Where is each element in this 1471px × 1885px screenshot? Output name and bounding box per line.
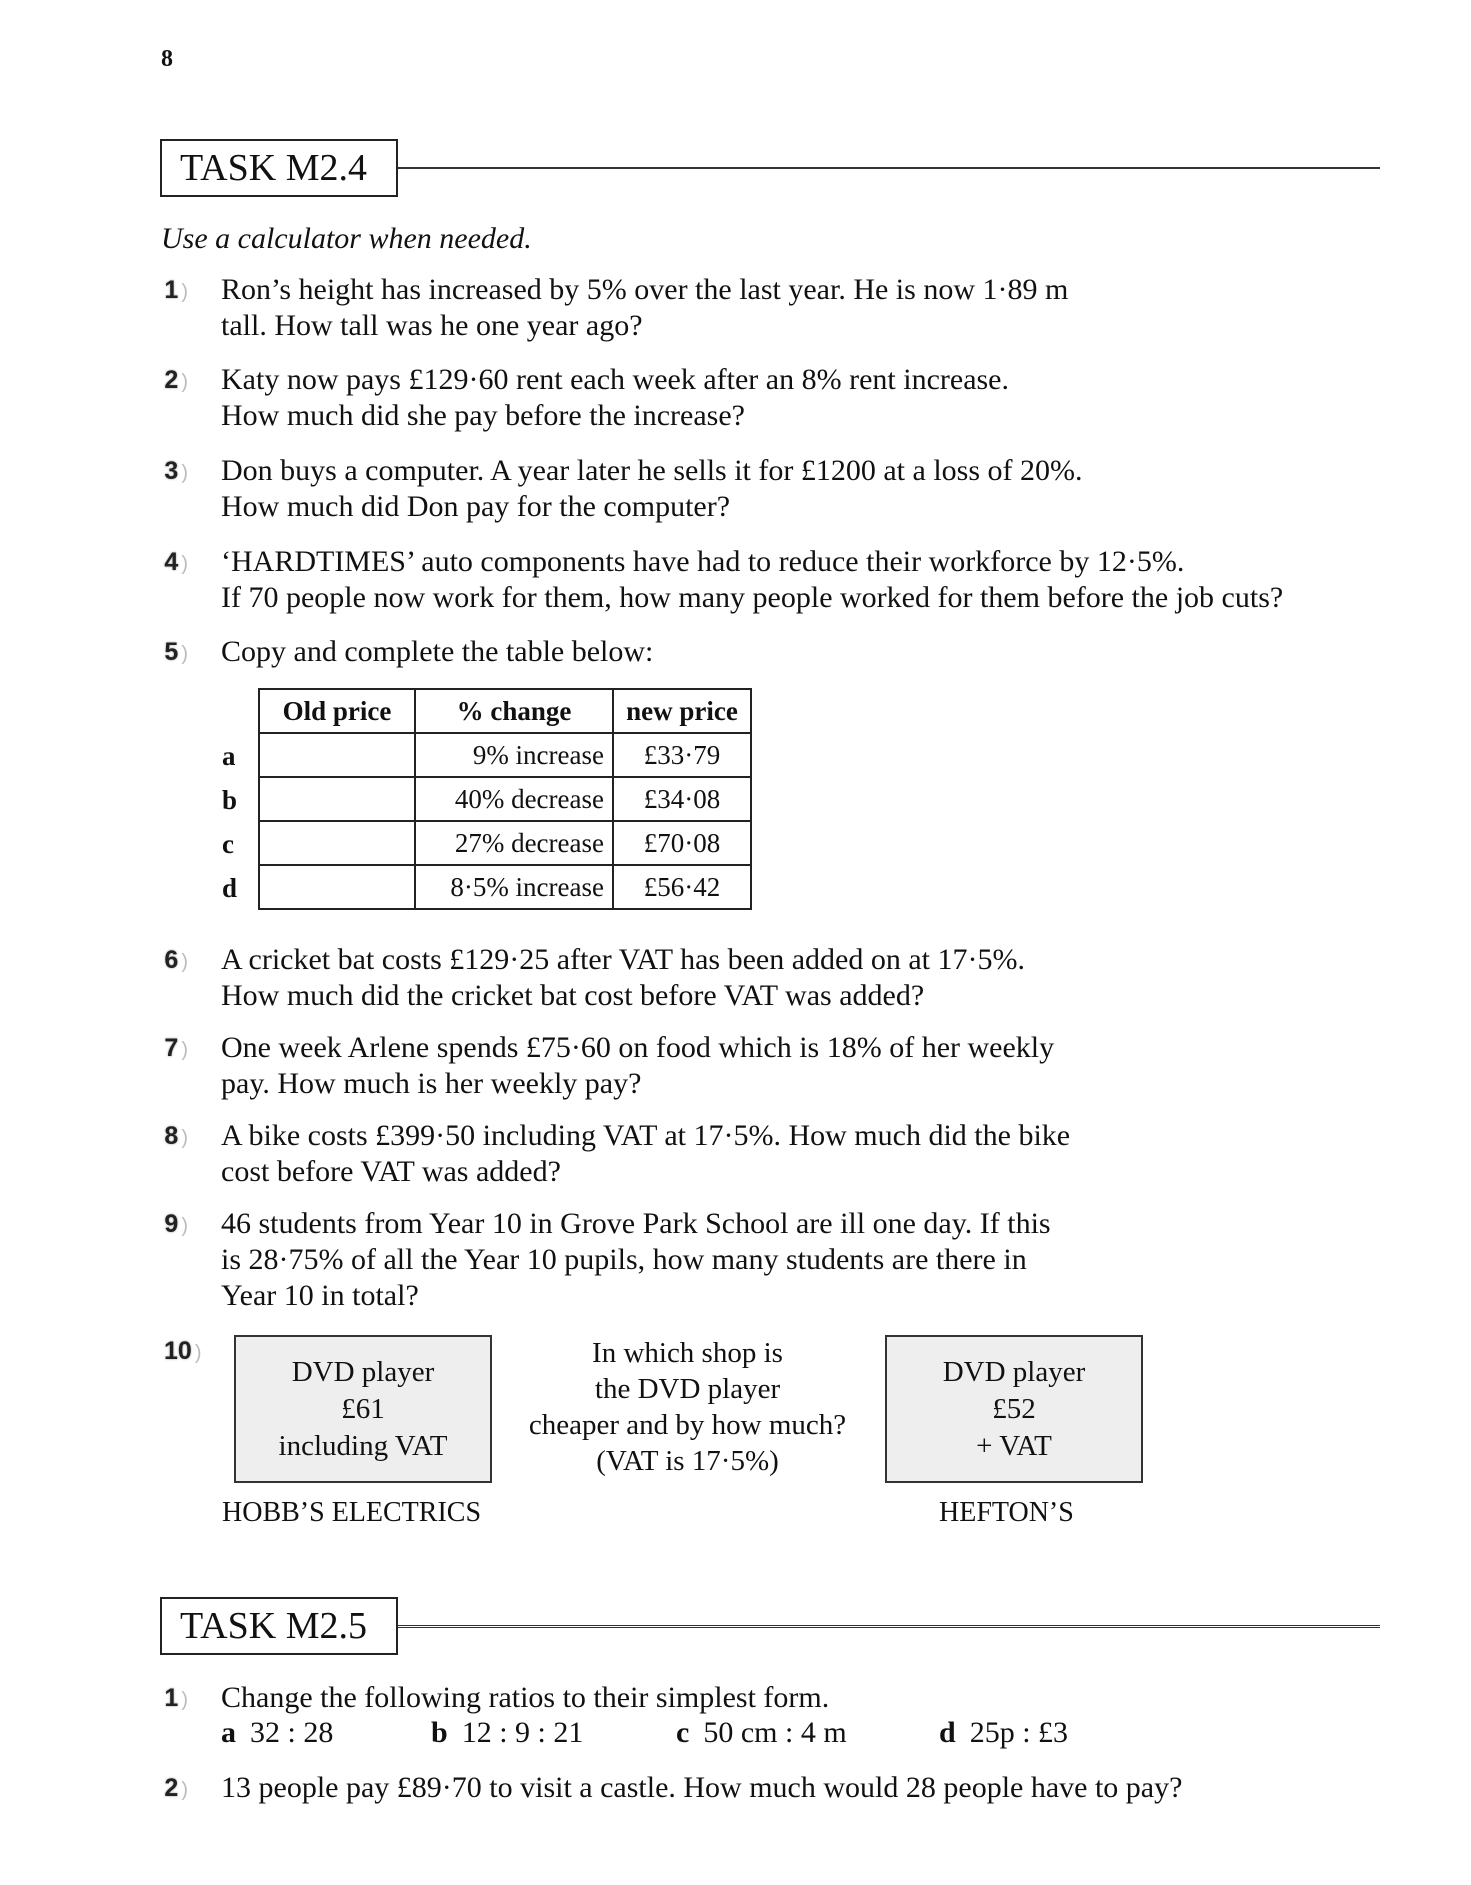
change-cell: 9% increase (415, 733, 613, 777)
question-line: How much did Don pay for the computer? (221, 490, 731, 523)
ratio-value: 12 : 9 : 21 (461, 1716, 584, 1749)
question-line: Katy now pays £129·60 rent each week after an 8% rent increase. (221, 363, 1009, 396)
ratio-item-d (939, 1716, 1068, 1750)
question-line: cheaper and by how much? (528, 1409, 847, 1441)
price-line: £61 (341, 1392, 385, 1425)
old-price-cell (259, 821, 415, 865)
ratio-label: a (221, 1716, 236, 1749)
table-header-row (259, 689, 751, 733)
column-header: Old price (259, 689, 415, 733)
question-line: cost before VAT was added? (221, 1155, 561, 1188)
price-line: £52 (992, 1392, 1036, 1425)
question-line: In which shop is (592, 1337, 783, 1369)
question-line: Ron’s height has increased by 5% over the last year. He is now 1·89 m (221, 273, 1069, 306)
ratio-value: 50 cm : 4 m (703, 1716, 847, 1749)
column-header: % change (415, 689, 613, 733)
ratio-label: c (676, 1716, 690, 1749)
question-line: 13 people pay £89·70 to visit a castle. How much would 28 people have to pay? (221, 1771, 1183, 1804)
new-price-cell: £70·08 (613, 821, 751, 865)
question-number: 1 ) (160, 272, 188, 310)
price-line: including VAT (278, 1429, 448, 1462)
question-number: 3 ) (160, 453, 188, 491)
heftons-price-box (885, 1335, 1143, 1483)
question-number: 2 ) (160, 362, 188, 400)
price-line: + VAT (976, 1429, 1052, 1462)
question-line: Don buys a computer. A year later he sells it for £1200 at a loss of 20%. (221, 454, 1083, 487)
page-number: 8 (161, 46, 173, 72)
task-m2-4-header (160, 139, 1380, 201)
table-row (259, 865, 751, 909)
table-row (259, 733, 751, 777)
question-line: One week Arlene spends £75·60 on food which is 18% of her weekly (221, 1031, 1055, 1064)
question-line: 46 students from Year 10 in Grove Park School are ill one day. If this (221, 1207, 1051, 1240)
question-number: 7 ) (160, 1030, 188, 1068)
row-label: b (222, 785, 238, 815)
ratio-item-b (431, 1716, 583, 1750)
task-m2-5-header (160, 1597, 1380, 1659)
question-number: 4 ) (160, 544, 188, 582)
question-number: 6 ) (160, 942, 188, 980)
question-number: 2 ) (160, 1770, 188, 1808)
question-line: A bike costs £399·50 including VAT at 17·5%. How much did the bike (221, 1119, 1071, 1152)
question-line: Copy and complete the table below: (221, 635, 654, 668)
ratio-item-c (676, 1716, 847, 1750)
new-price-cell: £33·79 (613, 733, 751, 777)
question-number: 10 ) (164, 1333, 200, 1371)
ratio-item-a (221, 1716, 333, 1750)
header-rule (398, 1625, 1380, 1628)
question-number: 8 ) (160, 1118, 188, 1156)
old-price-cell (259, 777, 415, 821)
change-cell: 8·5% increase (415, 865, 613, 909)
question-line: Change the following ratios to their simplest form. (221, 1681, 830, 1714)
header-rule (398, 167, 1380, 169)
heftons-shop-name: HEFTON’S (939, 1497, 1074, 1528)
table-row (259, 821, 751, 865)
question-line: How much did the cricket bat cost before VAT was added? (221, 979, 925, 1012)
shop-comparison-question (510, 1335, 865, 1479)
question-line: (VAT is 17·5%) (596, 1445, 779, 1477)
row-label: d (222, 873, 238, 903)
price-line: DVD player (291, 1355, 435, 1388)
question-line: A cricket bat costs £129·25 after VAT has been added on at 17·5%. (221, 943, 1025, 976)
old-price-cell (259, 733, 415, 777)
ratio-value: 32 : 28 (250, 1716, 334, 1749)
new-price-cell: £34·08 (613, 777, 751, 821)
instruction: Use a calculator when needed. (161, 222, 532, 255)
question-line: the DVD player (594, 1373, 781, 1405)
question-line: pay. How much is her weekly pay? (221, 1067, 642, 1100)
price-table (258, 688, 752, 910)
hobbs-shop-name: HOBB’S ELECTRICS (222, 1497, 482, 1528)
ratio-label: b (431, 1716, 448, 1749)
row-label: a (222, 741, 236, 771)
column-header: new price (613, 689, 751, 733)
change-cell: 40% decrease (415, 777, 613, 821)
hobbs-price-box (234, 1335, 492, 1483)
table-row (259, 777, 751, 821)
row-label: c (222, 829, 234, 859)
change-cell: 27% decrease (415, 821, 613, 865)
price-line: DVD player (942, 1355, 1086, 1388)
question-line: is 28·75% of all the Year 10 pupils, how many students are there in (221, 1243, 1027, 1276)
question-line: If 70 people now work for them, how many people worked for them before the job cuts? (221, 581, 1284, 614)
question-line: tall. How tall was he one year ago? (221, 309, 643, 342)
question-line: How much did she pay before the increase? (221, 399, 745, 432)
question-line: ‘HARDTIMES’ auto components have had to reduce their workforce by 12·5%. (221, 545, 1185, 578)
new-price-cell: £56·42 (613, 865, 751, 909)
ratio-label: d (939, 1716, 956, 1749)
task-title: TASK M2.4 (160, 139, 398, 197)
question-line: Year 10 in total? (221, 1279, 419, 1312)
task-title: TASK M2.5 (160, 1597, 398, 1655)
old-price-cell (259, 865, 415, 909)
question-number: 5 ) (160, 634, 188, 672)
question-number: 1 ) (160, 1680, 188, 1718)
question-number: 9 ) (160, 1206, 188, 1244)
ratio-value: 25p : £3 (969, 1716, 1069, 1749)
